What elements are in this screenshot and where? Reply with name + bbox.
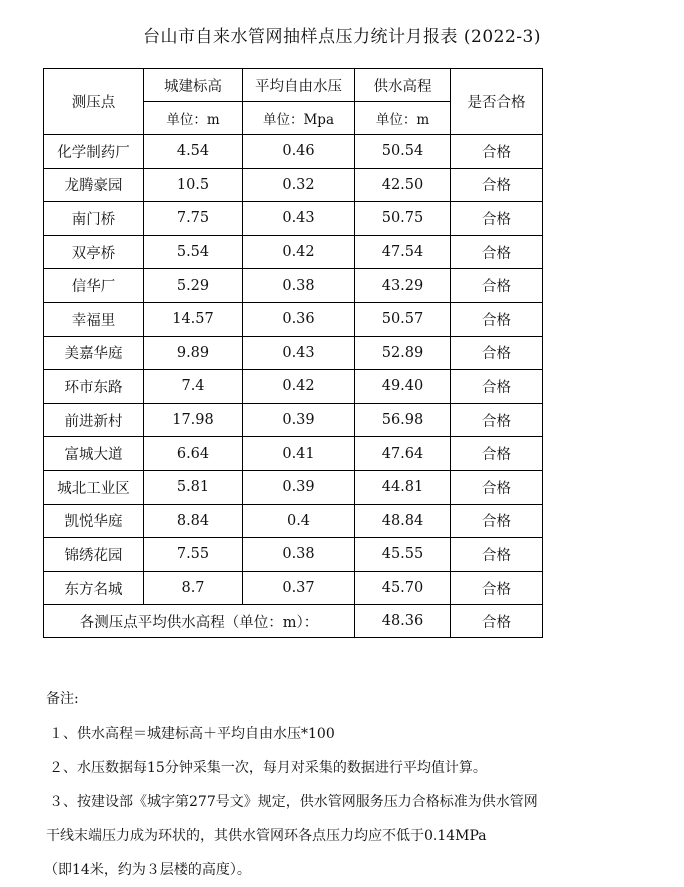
header-qualified: 是否合格 [451, 69, 543, 135]
header-elevation: 城建标高 [144, 69, 243, 102]
table-row [44, 235, 543, 269]
cell-elevation: 7.55 [144, 538, 243, 572]
cell-pressure: 0.46 [243, 135, 355, 169]
cell-elevation: 8.84 [144, 504, 243, 538]
table-row [44, 437, 543, 471]
cell-point-name: 凯悦华庭 [44, 504, 144, 538]
cell-point-name: 东方名城 [44, 571, 144, 605]
cell-point-name: 城北工业区 [44, 470, 144, 504]
cell-point-name: 前进新村 [44, 403, 144, 437]
cell-supply: 49.40 [355, 370, 451, 404]
cell-point-name: 环市东路 [44, 370, 144, 404]
cell-pressure: 0.36 [243, 302, 355, 336]
cell-pressure: 0.38 [243, 269, 355, 303]
cell-supply: 47.54 [355, 235, 451, 269]
unit-elevation: 单位：m [144, 102, 243, 135]
summary-label: 各测压点平均供水高程（单位：m）： [44, 605, 355, 638]
unit-pressure: 单位：Mpa [243, 102, 355, 135]
cell-elevation: 9.89 [144, 336, 243, 370]
cell-pressure: 0.32 [243, 168, 355, 202]
cell-result: 合格 [451, 504, 543, 538]
summary-row [44, 605, 543, 638]
cell-point-name: 信华厂 [44, 269, 144, 303]
table-row [44, 302, 543, 336]
cell-elevation: 7.75 [144, 202, 243, 236]
note-line-1: １、供水高程＝城建标高＋平均自由水压*100 [49, 726, 335, 742]
cell-supply: 56.98 [355, 403, 451, 437]
cell-pressure: 0.39 [243, 403, 355, 437]
cell-pressure: 0.41 [243, 437, 355, 471]
cell-pressure: 0.43 [243, 202, 355, 236]
cell-result: 合格 [451, 538, 543, 572]
header-pressure: 平均自由水压 [243, 69, 355, 102]
table-row [44, 504, 543, 538]
cell-pressure: 0.38 [243, 538, 355, 572]
table-row [44, 269, 543, 303]
cell-supply: 50.57 [355, 302, 451, 336]
cell-result: 合格 [451, 302, 543, 336]
note-line-5: （即14米，约为３层楼的高度）。 [44, 862, 251, 878]
header-point: 测压点 [44, 69, 144, 135]
cell-elevation: 7.4 [144, 370, 243, 404]
unit-supply: 单位：m [355, 102, 451, 135]
cell-result: 合格 [451, 403, 543, 437]
cell-point-name: 富城大道 [44, 437, 144, 471]
header-row [44, 69, 543, 102]
cell-point-name: 南门桥 [44, 202, 144, 236]
cell-result: 合格 [451, 336, 543, 370]
cell-elevation: 5.81 [144, 470, 243, 504]
cell-supply: 50.75 [355, 202, 451, 236]
table-row [44, 135, 543, 169]
header-supply: 供水高程 [355, 69, 451, 102]
cell-supply: 42.50 [355, 168, 451, 202]
cell-result: 合格 [451, 168, 543, 202]
cell-elevation: 17.98 [144, 403, 243, 437]
cell-pressure: 0.4 [243, 504, 355, 538]
cell-result: 合格 [451, 135, 543, 169]
cell-supply: 43.29 [355, 269, 451, 303]
cell-supply: 50.54 [355, 135, 451, 169]
note-line-4: 干线末端压力成为环状的，其供水管网环各点压力均应不低于0.14MPa [46, 828, 487, 844]
cell-elevation: 5.29 [144, 269, 243, 303]
cell-elevation: 10.5 [144, 168, 243, 202]
cell-supply: 45.55 [355, 538, 451, 572]
cell-elevation: 5.54 [144, 235, 243, 269]
cell-point-name: 龙腾豪园 [44, 168, 144, 202]
cell-point-name: 幸福里 [44, 302, 144, 336]
cell-supply: 47.64 [355, 437, 451, 471]
note-line-3: ３、按建设部《城字第277号文》规定，供水管网服务压力合格标准为供水管网 [49, 794, 538, 810]
cell-point-name: 美嘉华庭 [44, 336, 144, 370]
cell-point-name: 双亭桥 [44, 235, 144, 269]
report-title: 台山市自来水管网抽样点压力统计月报表 (2022-3) [143, 27, 541, 47]
cell-pressure: 0.37 [243, 571, 355, 605]
cell-pressure: 0.42 [243, 235, 355, 269]
cell-point-name: 化学制药厂 [44, 135, 144, 169]
notes-heading: 备注: [46, 691, 79, 707]
cell-supply: 52.89 [355, 336, 451, 370]
cell-pressure: 0.42 [243, 370, 355, 404]
summary-result: 合格 [451, 605, 543, 638]
cell-pressure: 0.43 [243, 336, 355, 370]
table-row [44, 202, 543, 236]
cell-pressure: 0.39 [243, 470, 355, 504]
cell-elevation: 6.64 [144, 437, 243, 471]
table-row [44, 336, 543, 370]
table-row [44, 470, 543, 504]
table-row [44, 403, 543, 437]
cell-result: 合格 [451, 470, 543, 504]
cell-result: 合格 [451, 202, 543, 236]
cell-result: 合格 [451, 370, 543, 404]
table-row [44, 538, 543, 572]
note-line-2: ２、水压数据每15分钟采集一次，每月对采集的数据进行平均值计算。 [49, 760, 487, 776]
cell-result: 合格 [451, 571, 543, 605]
cell-point-name: 锦绣花园 [44, 538, 144, 572]
cell-elevation: 4.54 [144, 135, 243, 169]
cell-supply: 44.81 [355, 470, 451, 504]
cell-result: 合格 [451, 235, 543, 269]
table-row [44, 571, 543, 605]
summary-value: 48.36 [355, 605, 451, 638]
cell-supply: 45.70 [355, 571, 451, 605]
pressure-table [43, 68, 543, 638]
table-row [44, 370, 543, 404]
cell-elevation: 14.57 [144, 302, 243, 336]
cell-result: 合格 [451, 437, 543, 471]
cell-supply: 48.84 [355, 504, 451, 538]
cell-elevation: 8.7 [144, 571, 243, 605]
table-row [44, 168, 543, 202]
cell-result: 合格 [451, 269, 543, 303]
